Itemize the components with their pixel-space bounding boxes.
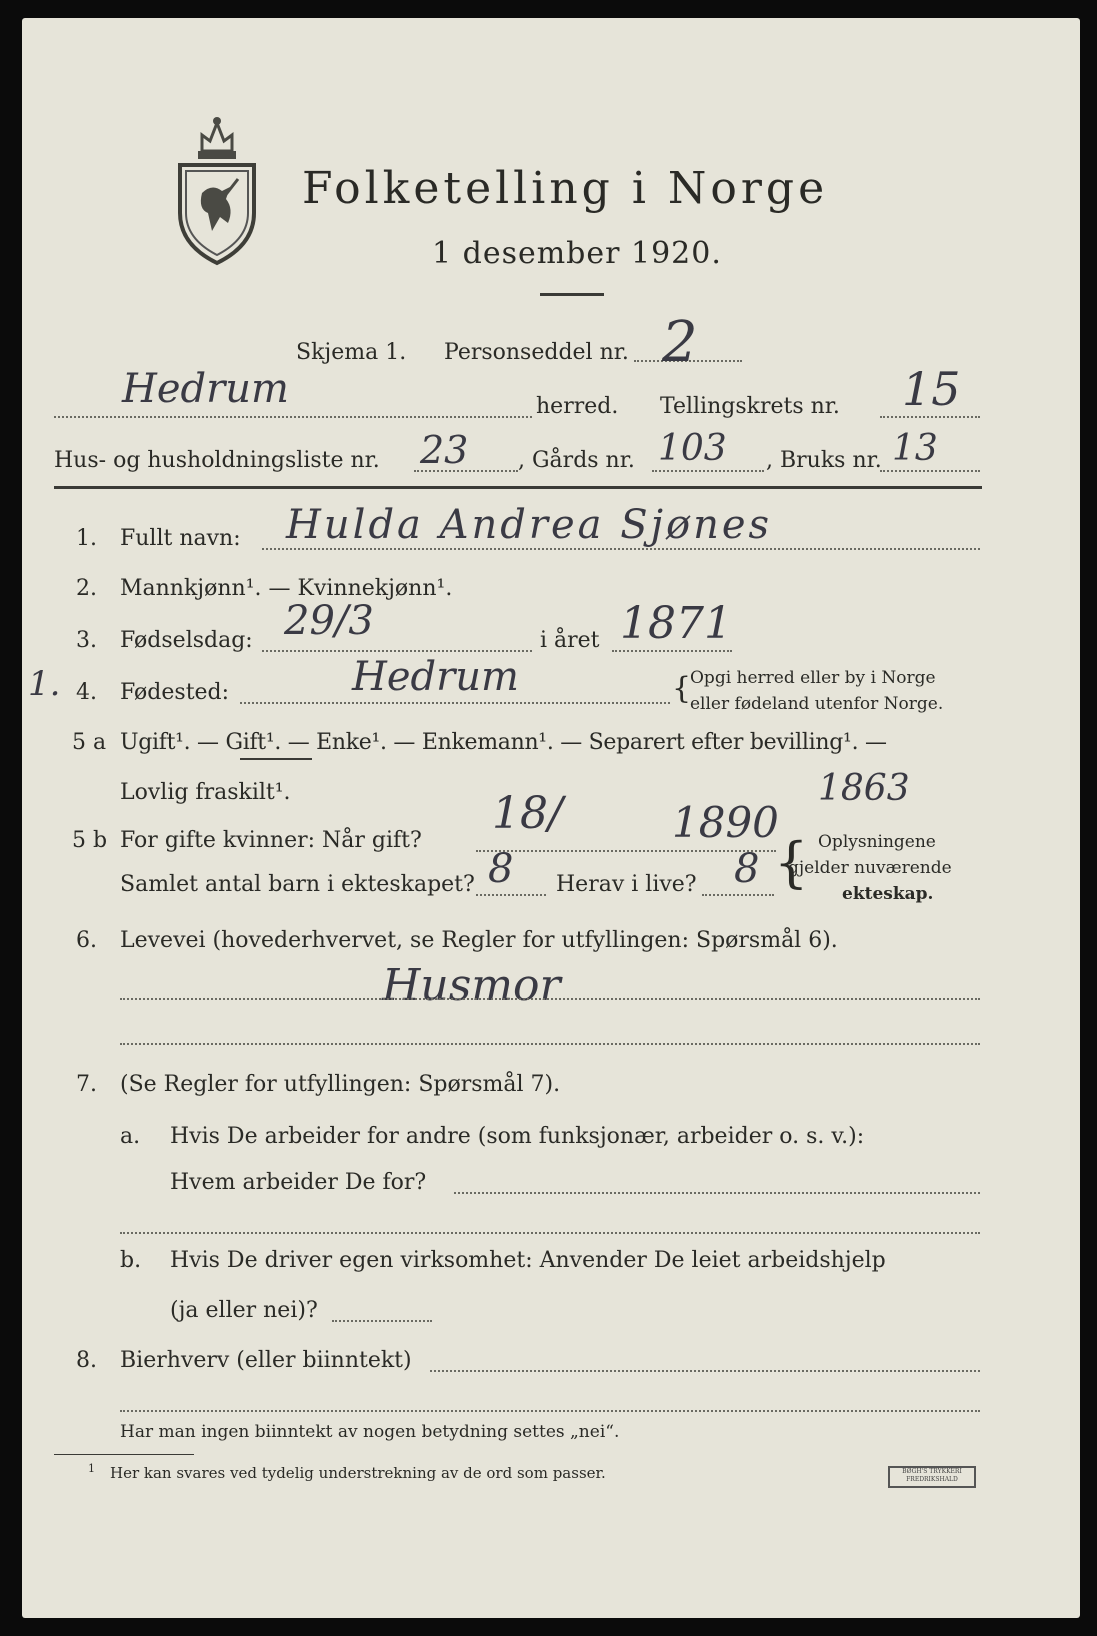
q8-line-1 [430,1370,980,1372]
hus-value: 23 [420,428,469,472]
q4-number: 4. [76,680,97,705]
census-form [22,18,1080,1618]
herred-line [54,416,532,418]
q5b-note-line1: Oplysningene [818,832,936,852]
q5a-number: 5 a [72,730,107,755]
q6-number: 6. [76,928,97,953]
q7-number: 7. [76,1072,97,1097]
gards-line [652,470,764,472]
census-date: 1 desember 1920. [432,236,722,271]
q5b-number: 5 b [72,828,108,853]
q3-label: Fødselsdag: [120,628,253,653]
q8-label: Bierhverv (eller biinntekt) [120,1348,412,1373]
q5b-children-line [476,894,546,896]
q6-line-1 [120,998,980,1000]
footnote-mark: 1 [88,1462,95,1475]
tellingskrets-label: Tellingskrets nr. [660,394,840,419]
q2-label: Mannkjønn¹. — Kvinnekjønn¹. [120,576,453,601]
q3-line [262,650,532,652]
q3-number: 3. [76,628,97,653]
q3-year-label: i året [540,628,600,653]
gards-label: , Gårds nr. [518,448,635,473]
q3-year-value: 1871 [620,598,732,649]
q7a-line-1 [454,1192,980,1194]
q7a-label: Hvis De arbeider for andre (som funksjonær, arbeider o. s. v.): [170,1124,865,1149]
herred-label: herred. [536,394,619,419]
q7b-label-2: (ja eller nei)? [170,1298,318,1323]
form-title: Folketelling i Norge [302,163,829,214]
tellingskrets-value: 15 [902,362,961,416]
footnote-divider [54,1454,194,1455]
personseddel-label: Personseddel nr. [444,340,629,365]
biinntekt-note: Har man ingen biinntekt av nogen betydning settes „nei“. [120,1422,620,1442]
q5b-extra: 1863 [818,768,910,809]
bruks-value: 13 [892,428,938,469]
q7b-number: b. [120,1248,142,1273]
herred-value: Hedrum [122,366,289,412]
q5a-gift-underline [240,758,312,760]
q5b-value: 18/ [492,788,563,839]
personseddel-value: 2 [662,310,698,375]
title-divider [540,293,604,296]
q1-label: Fullt navn: [120,526,241,551]
q4-label: Fødested: [120,680,230,705]
q5b-children-label: Samlet antal barn i ekteskapet? [120,872,475,897]
q5b-year: 1890 [672,798,779,847]
bruks-label: , Bruks nr. [766,448,882,473]
q1-line [262,548,980,550]
q6-label: Levevei (hovederhvervet, se Regler for utfyllingen: Spørsmål 6). [120,928,838,953]
printer-stamp-line1: BØGH'S TRYKKERI [902,1468,962,1475]
q3-value: 29/3 [284,598,374,644]
q1-number: 1. [76,526,97,551]
q2-number: 2. [76,576,97,601]
printer-stamp-line2: FREDRIKSHALD [906,1476,958,1483]
q7a-label-2: Hvem arbeider De for? [170,1170,427,1195]
q7b-line [332,1320,432,1322]
tellingskrets-line [880,416,980,418]
q8-line-2 [120,1410,980,1412]
q4-margin-mark: 1. [28,664,61,704]
q5b-alive-line [702,894,774,896]
bruks-line [880,470,980,472]
q4-note-line1: Opgi herred eller by i Norge [690,668,936,688]
gards-value: 103 [658,428,727,469]
printer-stamp [888,1466,976,1488]
q5b-note-line3: ekteskap. [842,884,934,904]
q5b-brace: { [774,831,809,894]
q7b-label: Hvis De driver egen virksomhet: Anvender De leiet arbeidshjelp [170,1248,886,1273]
coat-of-arms-icon [172,113,262,268]
q5a-label-2: Lovlig fraskilt¹. [120,780,291,805]
q5b-alive-value: 8 [734,846,760,892]
q5b-note-line2: gjelder nuværende [788,858,952,878]
q4-note-line2: eller fødeland utenfor Norge. [690,694,944,714]
q8-number: 8. [76,1348,97,1373]
q5b-line [476,850,776,852]
q4-brace: { [672,671,692,706]
hus-label: Hus- og husholdningsliste nr. [54,448,380,473]
skjema-label: Skjema 1. [296,340,407,365]
q7a-line-2 [120,1232,980,1234]
q6-value: Husmor [382,960,561,1011]
q5a-label: Ugift¹. — Gift¹. — Enke¹. — Enkemann¹. — Separert efter bevilling¹. — [120,730,887,755]
q3-year-line [612,650,732,652]
q5b-label: For gifte kvinner: Når gift? [120,828,422,853]
q4-value: Hedrum [352,654,519,700]
footnote-text: Her kan svares ved tydelig understrekning av de ord som passer. [110,1464,606,1482]
q5b-children-value: 8 [488,846,514,892]
header-divider [54,486,982,489]
q7a-number: a. [120,1124,141,1149]
q1-value: Hulda Andrea Sjønes [286,502,773,548]
q7-label: (Se Regler for utfyllingen: Spørsmål 7). [120,1072,561,1097]
q6-line-2 [120,1043,980,1045]
q5b-alive-label: Herav i live? [556,872,697,897]
q4-line [240,702,670,704]
